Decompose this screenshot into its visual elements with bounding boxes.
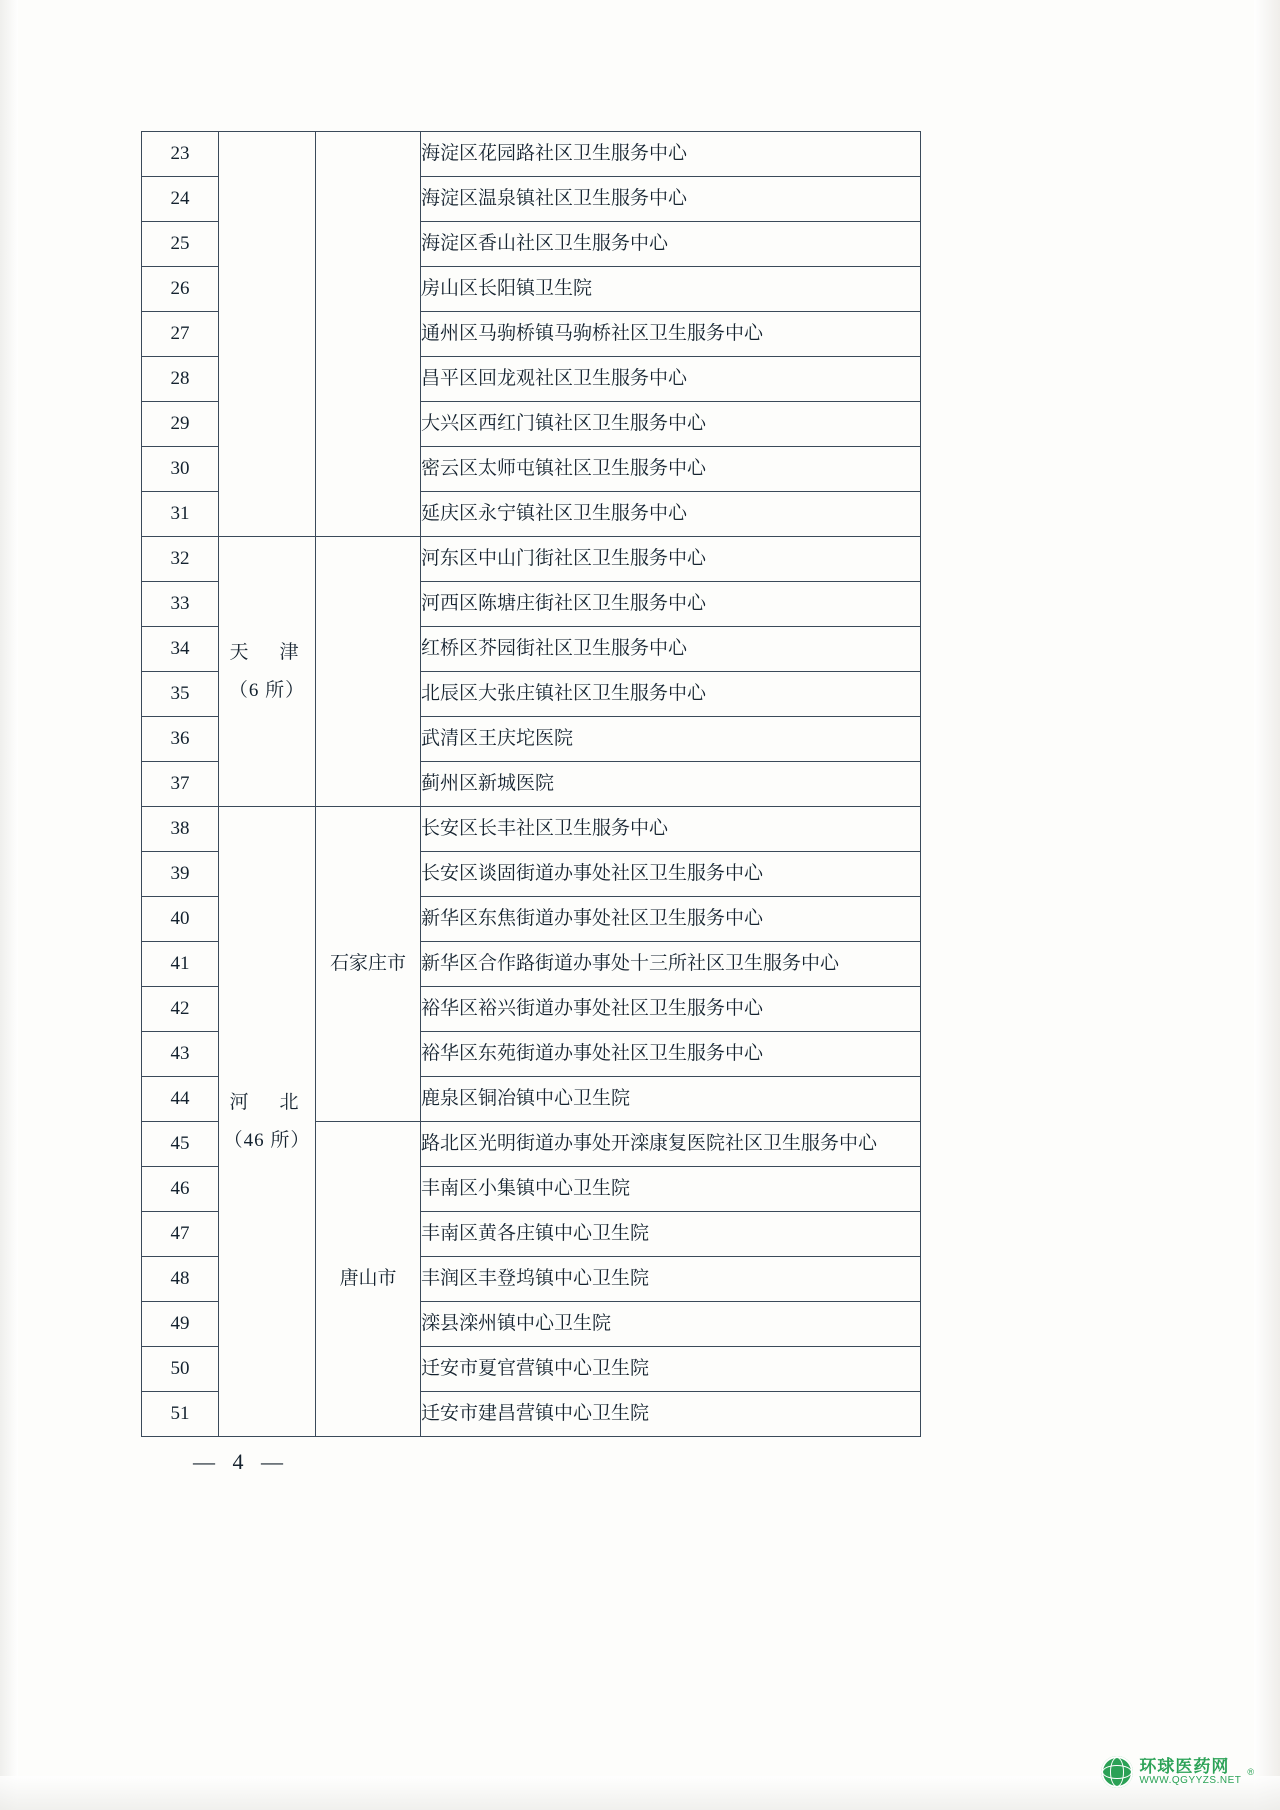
cell-no: 35 (142, 672, 219, 717)
cell-name: 海淀区香山社区卫生服务中心 (421, 222, 921, 267)
cell-name: 滦县滦州镇中心卫生院 (421, 1302, 921, 1347)
region-name: 天 津 (229, 641, 305, 663)
region-count: （46 所） (223, 1129, 311, 1151)
cell-region-hebei (219, 807, 316, 1437)
cell-name: 裕华区裕兴街道办事处社区卫生服务中心 (421, 987, 921, 1032)
cell-name: 密云区太师屯镇社区卫生服务中心 (421, 447, 921, 492)
cell-name: 丰润区丰登坞镇中心卫生院 (421, 1257, 921, 1302)
scan-edge-bottom (0, 1776, 1280, 1810)
cell-name: 迁安市建昌营镇中心卫生院 (421, 1392, 921, 1437)
table-row (142, 132, 921, 177)
cell-no: 41 (142, 942, 219, 987)
cell-no: 42 (142, 987, 219, 1032)
table-row (142, 537, 921, 582)
cell-no: 23 (142, 132, 219, 177)
cell-name: 红桥区芥园街社区卫生服务中心 (421, 627, 921, 672)
cell-no: 29 (142, 402, 219, 447)
cell-no: 26 (142, 267, 219, 312)
watermark-sub: WWW.QGYYZS.NET (1139, 1774, 1242, 1786)
institution-table (141, 131, 921, 1437)
cell-name: 河东区中山门街社区卫生服务中心 (421, 537, 921, 582)
cell-no: 37 (142, 762, 219, 807)
cell-no: 46 (142, 1167, 219, 1212)
cell-region-tianjin (219, 537, 316, 807)
cell-name: 海淀区温泉镇社区卫生服务中心 (421, 177, 921, 222)
cell-city-tangshan: 唐山市 (316, 1122, 421, 1437)
cell-city-shijiazhuang: 石家庄市 (316, 807, 421, 1122)
cell-name: 丰南区黄各庄镇中心卫生院 (421, 1212, 921, 1257)
cell-no: 49 (142, 1302, 219, 1347)
cell-name: 长安区长丰社区卫生服务中心 (421, 807, 921, 852)
cell-name: 海淀区花园路社区卫生服务中心 (421, 132, 921, 177)
cell-name: 鹿泉区铜冶镇中心卫生院 (421, 1077, 921, 1122)
cell-no: 51 (142, 1392, 219, 1437)
cell-no: 50 (142, 1347, 219, 1392)
cell-no: 45 (142, 1122, 219, 1167)
scan-edge-left (0, 0, 18, 1810)
cell-no: 43 (142, 1032, 219, 1077)
cell-name: 迁安市夏官营镇中心卫生院 (421, 1347, 921, 1392)
cell-name: 丰南区小集镇中心卫生院 (421, 1167, 921, 1212)
scan-edge-right (1254, 0, 1280, 1810)
cell-city-tianjin (316, 537, 421, 807)
table-body (142, 132, 921, 1437)
region-count: （6 所） (228, 679, 306, 701)
cell-region-continued (219, 132, 316, 537)
cell-city-continued (316, 132, 421, 537)
cell-no: 48 (142, 1257, 219, 1302)
cell-name: 武清区王庆坨医院 (421, 717, 921, 762)
region-name: 河 北 (229, 1091, 305, 1113)
cell-no: 32 (142, 537, 219, 582)
cell-name: 新华区东焦街道办事处社区卫生服务中心 (421, 897, 921, 942)
cell-no: 39 (142, 852, 219, 897)
watermark (1101, 1756, 1254, 1788)
cell-no: 34 (142, 627, 219, 672)
cell-no: 30 (142, 447, 219, 492)
cell-name: 路北区光明街道办事处开滦康复医院社区卫生服务中心 (421, 1122, 921, 1167)
watermark-main: 环球医药网 (1139, 1756, 1230, 1776)
globe-icon (1101, 1756, 1133, 1788)
watermark-text (1139, 1758, 1241, 1786)
cell-name: 新华区合作路街道办事处十三所社区卫生服务中心 (421, 942, 921, 987)
cell-name: 北辰区大张庄镇社区卫生服务中心 (421, 672, 921, 717)
cell-name: 延庆区永宁镇社区卫生服务中心 (421, 492, 921, 537)
page-number: — 4 — (193, 1449, 289, 1474)
cell-name: 裕华区东苑街道办事处社区卫生服务中心 (421, 1032, 921, 1077)
cell-name: 房山区长阳镇卫生院 (421, 267, 921, 312)
cell-no: 44 (142, 1077, 219, 1122)
cell-name: 昌平区回龙观社区卫生服务中心 (421, 357, 921, 402)
cell-no: 47 (142, 1212, 219, 1257)
cell-name: 大兴区西红门镇社区卫生服务中心 (421, 402, 921, 447)
table-row (142, 807, 921, 852)
cell-no: 38 (142, 807, 219, 852)
cell-no: 27 (142, 312, 219, 357)
cell-name: 蓟州区新城医院 (421, 762, 921, 807)
cell-no: 33 (142, 582, 219, 627)
cell-name: 河西区陈塘庄街社区卫生服务中心 (421, 582, 921, 627)
cell-no: 36 (142, 717, 219, 762)
cell-no: 24 (142, 177, 219, 222)
registered-mark: ® (1247, 1767, 1254, 1777)
cell-no: 25 (142, 222, 219, 267)
cell-name: 长安区谈固街道办事处社区卫生服务中心 (421, 852, 921, 897)
cell-no: 40 (142, 897, 219, 942)
cell-name: 通州区马驹桥镇马驹桥社区卫生服务中心 (421, 312, 921, 357)
cell-no: 28 (142, 357, 219, 402)
cell-no: 31 (142, 492, 219, 537)
